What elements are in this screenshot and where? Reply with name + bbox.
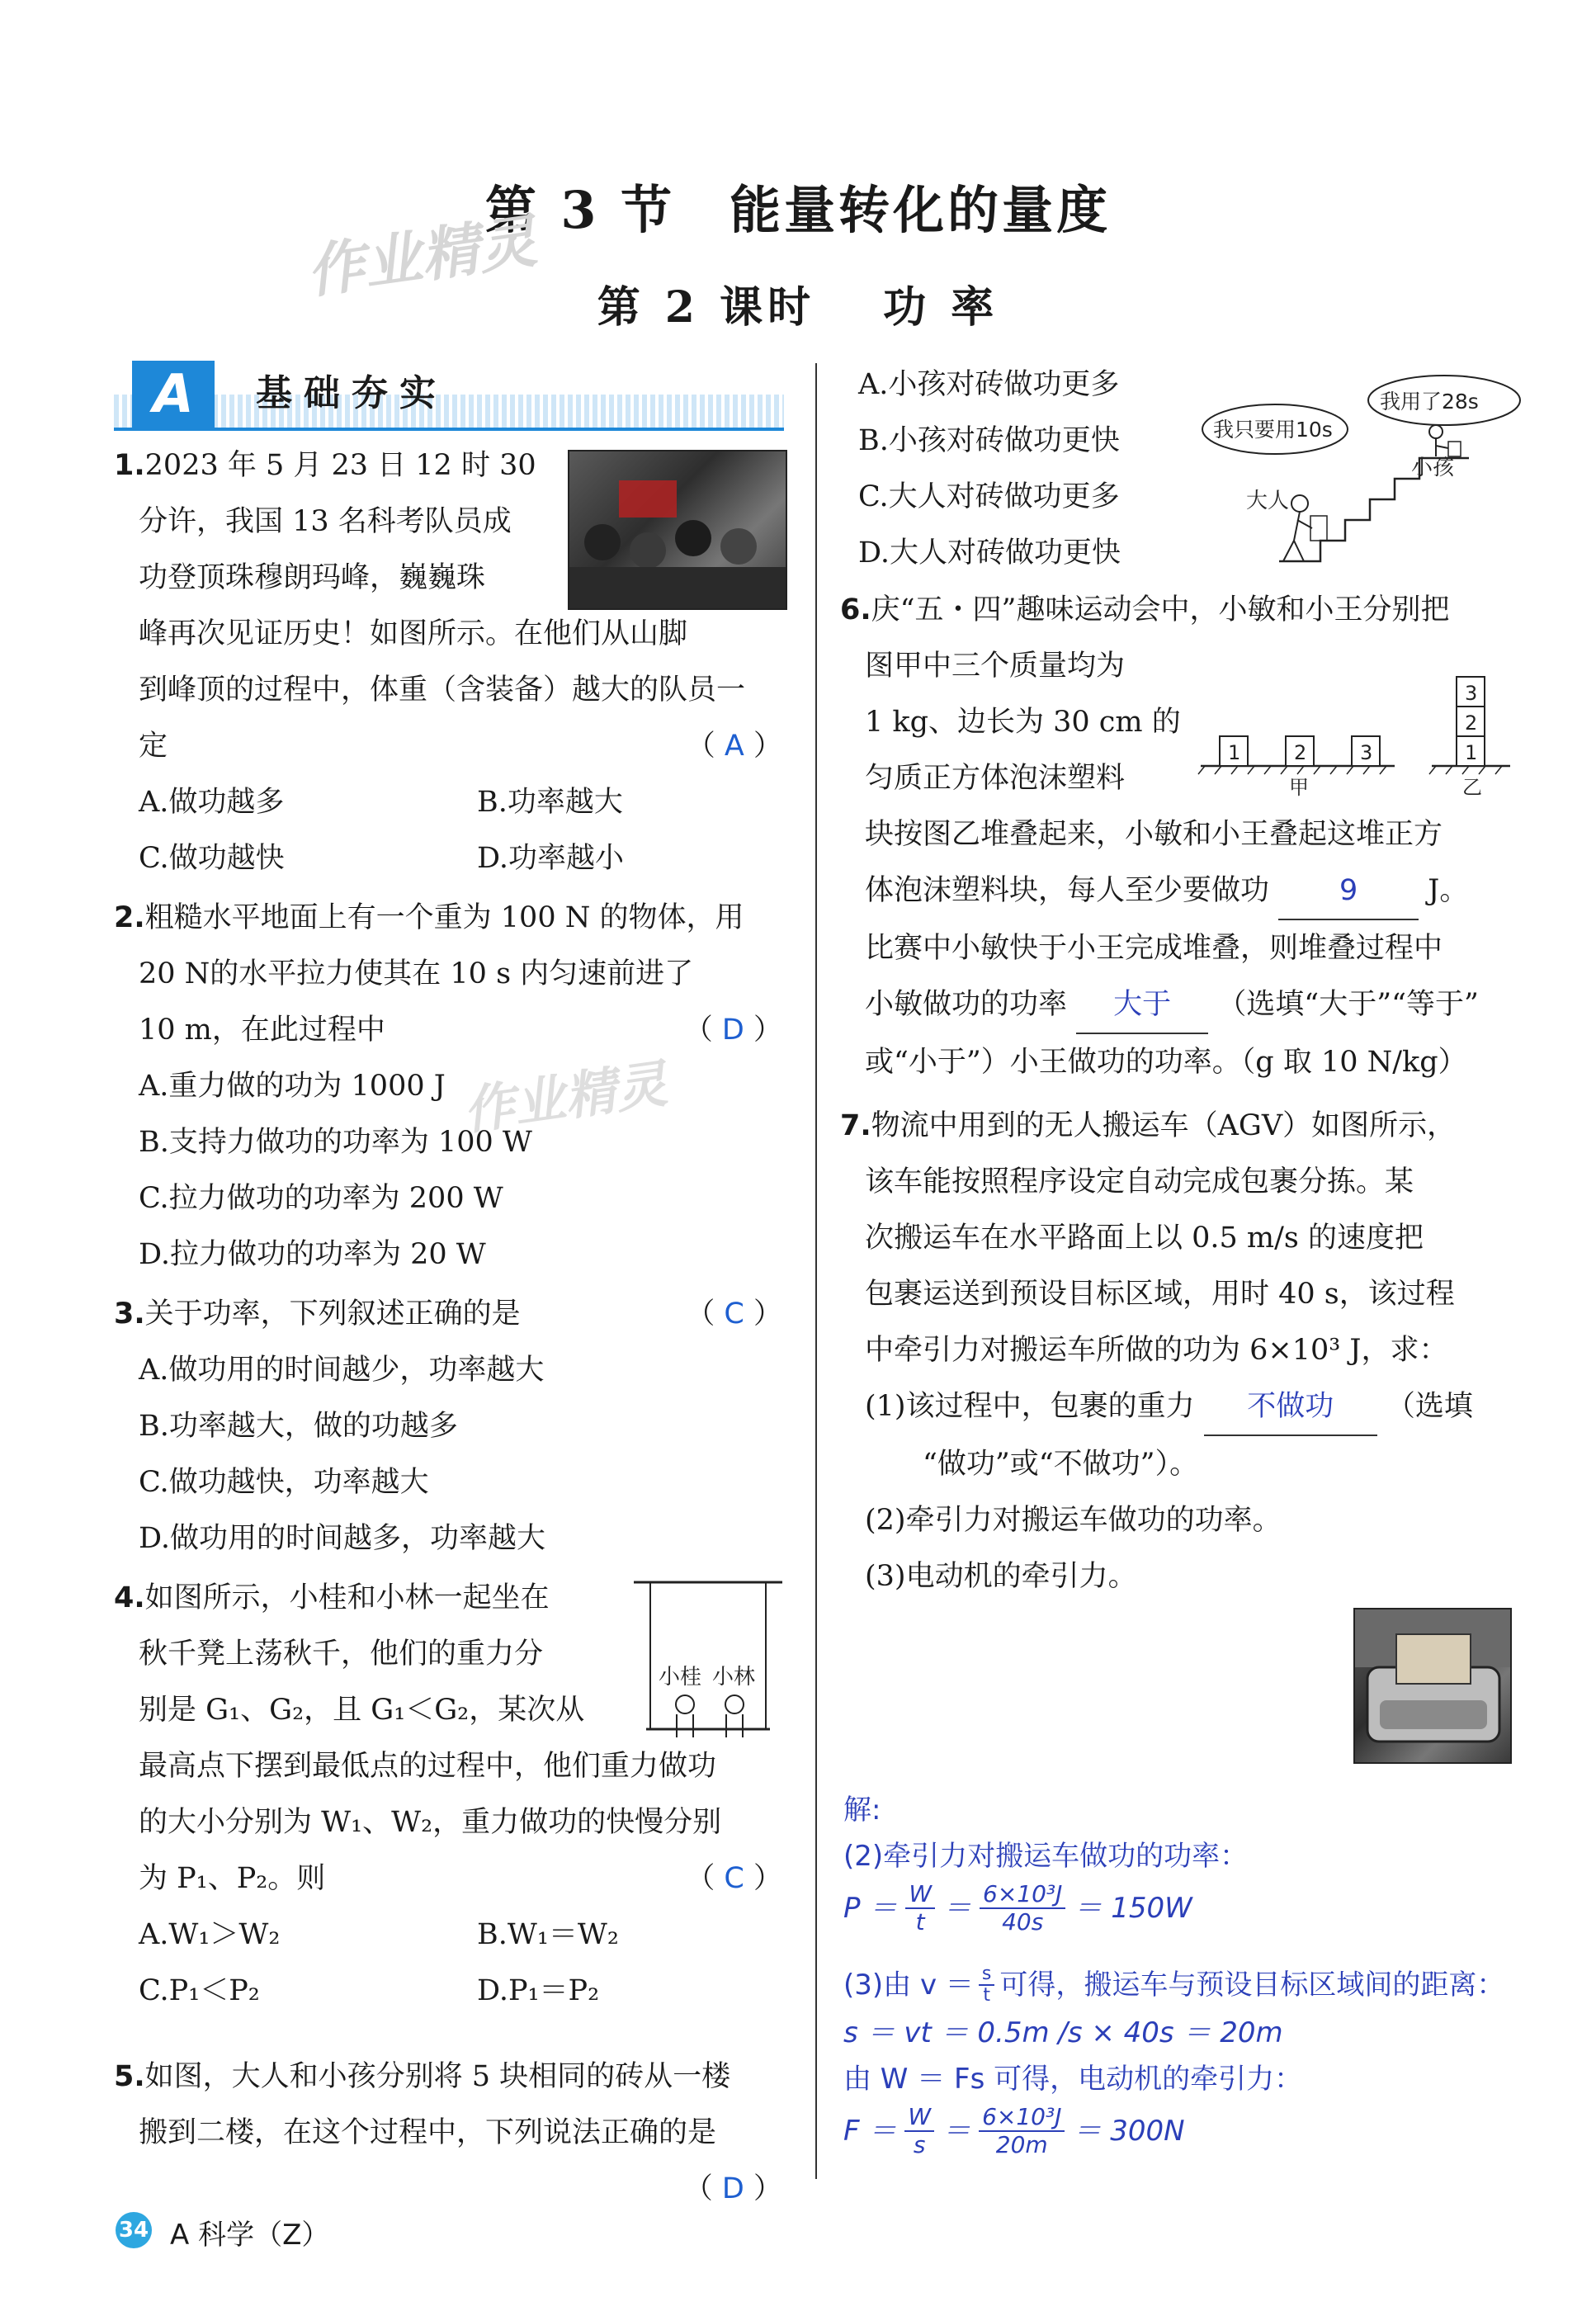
q5-option-d: D.大人对砖做功更快 [858,536,1121,570]
q7-line: 中牵引力对搬运车所做的功为 6×10³ J，求： [865,1334,1448,1367]
q7-number: 7. [840,1109,871,1142]
block-yi-2: 2 [1465,711,1478,735]
q2-line: 粗糙水平地面上有一个重为 100 N 的物体，用 [144,901,744,934]
q2-option-c: C.拉力做功的功率为 200 W [139,1182,503,1215]
solution-p3-line2: s ＝ vt ＝ 0.5m /s × 40s ＝ 20m [843,2016,1283,2049]
q2-option-b: B.支持力做功的功率为 100 W [139,1126,532,1159]
p2-frac-values [980,1881,1065,1936]
block-jia-1: 1 [1228,741,1241,764]
solution-p3-line3: 由 W ＝ Fs 可得，电动机的牵引力： [843,2063,1303,2096]
p2-lhs: P ＝ [843,1892,898,1925]
q4-line: 的大小分别为 W₁、W₂，重力做功的快慢分别 [139,1806,722,1839]
q2-answer: D [721,1014,744,1047]
q5-answer: D [721,2172,744,2205]
q1-option-b: B.功率越大 [477,786,623,819]
p3-frac-s-t [979,1964,994,2006]
p3-title-a: (3)由 v ＝ [843,1969,974,2002]
block-jia-3: 3 [1360,741,1373,764]
frac-bottom: s [913,2131,926,2158]
solution [843,1787,1586,2160]
q6-unit: J。 [1428,874,1469,907]
solution-head: 解: [843,1794,881,1827]
question-2 [114,890,791,1283]
p3-frac-values [979,2104,1065,2158]
q6-blank-power: 大于 [1076,976,1208,1034]
q7-line: 物流中用到的无人搬运车（AGV）如图所示， [871,1109,1457,1142]
frac-bottom: t [915,1908,925,1936]
q2-answer-bracket: （ D ） [683,1014,782,1047]
q6-line: （选填“大于”“等于” [1217,988,1479,1021]
q4-answer-bracket: （ C ） [686,1862,782,1895]
section-title: 第 3 节 能量转化的量度 [484,180,1112,240]
q1-answer-bracket: （ A ） [686,730,782,763]
q7-sub1-line2: “做功”或“不做功”）。 [923,1448,1199,1481]
q4-line: 别是 G₁、G₂，且 G₁＜G₂，某次从 [139,1694,585,1727]
page-number: 34 [116,2212,152,2248]
q1-option-a: A.做功越多 [139,786,285,819]
frac-top: W [905,1881,935,1909]
q6-number: 6. [840,593,871,626]
q6-blank-work: 9 [1278,863,1419,920]
block-yi-3: 3 [1465,682,1478,705]
q1-line: 峰再次见证历史！如图所示。在他们从山脚 [139,617,688,650]
swing-label-xiaogui: 小桂 [659,1665,702,1690]
q4-option-b: B.W₁＝W₂ [477,1918,619,1951]
q7-line: 包裹运送到预设目标区域，用时 40 s，该过程 [865,1278,1455,1311]
q3-answer: C [724,1297,744,1331]
adult-speech: 我只要用10s [1213,418,1333,442]
section-label: 基础夯实 [256,372,447,414]
q6-line: 体泡沫塑料块，每人至少要做功 [865,874,1270,907]
q1-line: 定 [139,730,168,763]
child-speech: 我用了28s [1380,390,1479,414]
q2-line: 20 N的水平拉力使其在 10 s 内匀速前进了 [139,957,694,990]
q5-answer-bracket: （ D ） [683,2172,782,2205]
q6-line: 庆“五・四”趣味运动会中，小敏和小王分别把 [871,593,1450,626]
q6-line: 匀质正方体泡沫塑料 [865,762,1126,795]
q4-line: 如图所示，小桂和小林一起坐在 [144,1581,550,1614]
frac-bottom: 20m [995,2131,1048,2158]
q7-sub3: (3)电动机的牵引力。 [865,1560,1137,1593]
q1-number: 1. [114,449,145,482]
frac-bottom: t [983,1985,990,2006]
solution-p3-title [843,1960,1586,2010]
q7-blank: 不做功 [1204,1378,1377,1436]
q3-option-b: B.功率越大，做的功越多 [139,1410,458,1443]
p3-result: ＝ 300N [1073,2115,1185,2148]
q6-line: 或“小于”）小王做功的功率。（g 取 10 N/kg） [865,1046,1467,1079]
q4-option-d: D.P₁＝P₂ [477,1974,600,2007]
block-jia-2: 2 [1294,741,1307,764]
q3-option-a: A.做功用的时间越少，功率越大 [139,1354,545,1387]
q6-line: 块按图乙堆叠起来，小敏和小王叠起这堆正方 [865,818,1443,851]
q3-line: 关于功率，下列叙述正确的是 [144,1297,521,1331]
q2-option-a: A.重力做的功为 1000 J [139,1070,446,1103]
question-6 [840,582,1566,1090]
adult-label: 大人 [1246,489,1290,513]
q5-options [858,357,1205,581]
solution-p2-formula: P ＝ $\frac{W}{t}$ ＝ $\frac{\text{6×10³J}}{40s}$ ＝ 150W [843,1880,1192,1936]
q5-line: 搬到二楼，在这个过程中，下列说法正确的是 [139,2116,717,2149]
q1-answer: A [724,730,744,763]
q4-answer: C [724,1862,744,1895]
section-badge: A [132,361,215,428]
swing-figure [626,1572,791,1762]
frac-bottom: 40s [1002,1908,1044,1936]
q4-line: 秋千凳上荡秋千，他们的重力分 [139,1638,544,1671]
q1-line: 2023 年 5 月 23 日 12 时 30 [144,449,536,482]
q1-line: 功登顶珠穆朗玛峰，巍巍珠 [139,561,486,594]
p3-frac-w-s [904,2104,934,2158]
swing-label-xiaolin: 小林 [712,1665,756,1690]
watermark-2: 作业精灵 [459,1053,671,1141]
foam-blocks-figure [1197,660,1576,805]
q4-line: 最高点下摆到最低点的过程中，他们重力做功 [139,1750,717,1783]
p2-result: ＝ 150W [1074,1892,1192,1925]
stairs-figure [1197,367,1527,574]
q6-line: 图甲中三个质量均为 [865,650,1126,683]
q6-line: 1 kg、边长为 30 cm 的 [865,706,1181,739]
question-3 [114,1286,791,1567]
q3-option-d: D.做功用的时间越多，功率越大 [139,1522,545,1555]
q4-line: 为 P₁、P₂。则 [139,1862,326,1895]
block-yi-1: 1 [1465,741,1478,764]
child-label: 小孩 [1411,456,1455,480]
q2-option-d: D.拉力做功的功率为 20 W [139,1238,486,1271]
q2-number: 2. [114,901,145,934]
q1-line: 到峰顶的过程中，体重（含装备）越大的队员一 [139,674,746,707]
frac-top: 6×10³J [980,1881,1065,1909]
q7-line: 该车能按照程序设定自动完成包裹分拣。某 [865,1165,1414,1198]
q5-option-c: C.大人对砖做功更多 [858,480,1120,513]
label-yi: 乙 [1462,776,1482,799]
p3-lhs: F ＝ [843,2115,897,2148]
frac-top: 6×10³J [979,2104,1065,2132]
book-label: A 科学（Z） [170,2219,330,2252]
frac-top: W [904,2104,934,2132]
column-divider [815,363,817,2179]
q7-sub2: (2)牵引力对搬运车做功的功率。 [865,1504,1282,1537]
q7-sub1: (1)该过程中，包裹的重力 [865,1390,1195,1423]
question-7 [840,1098,1566,1605]
q3-number: 3. [114,1297,145,1331]
q5-option-a: A.小孩对砖做功更多 [858,368,1120,401]
q6-line: 小敏做功的功率 [865,988,1068,1021]
q3-answer-bracket: （ C ） [686,1297,782,1331]
q1-option-c: C.做功越快 [139,842,285,875]
watermark: 作业精灵 [302,206,541,307]
q1-option-d: D.功率越小 [477,842,624,875]
question-5 [114,2049,791,2217]
p3-title-b: 可得，搬运车与预设目标区域间的距离： [999,1969,1505,2002]
q5-line: 如图，大人和小孩分别将 5 块相同的砖从一楼 [144,2060,731,2093]
solution-p2-title: (2)牵引力对搬运车做功的功率： [843,1840,1249,1873]
p2-frac-w-t [905,1881,935,1936]
q4-number: 4. [114,1581,145,1614]
frac-top: s [979,1964,994,1986]
everest-team-photo [568,450,787,610]
q2-line: 10 m，在此过程中 [139,1014,385,1047]
agv-photo [1353,1608,1512,1764]
q1-line: 分许，我国 13 名科考队员成 [139,505,512,538]
q5-option-b: B.小孩对砖做功更快 [858,424,1120,457]
q7-sub1-tail: （选填 [1386,1390,1473,1423]
q5-number: 5. [114,2060,145,2093]
q7-line: 次搬运车在水平路面上以 0.5 m/s 的速度把 [865,1222,1424,1255]
lesson-title: 第 2 课时 功 率 [597,282,999,333]
q4-option-a: A.W₁＞W₂ [139,1918,281,1951]
solution-p3-formula: F ＝ $\frac{W}{s}$ ＝ $\frac{\text{6×10³J}}{20m}$ ＝ 300N [843,2103,1185,2158]
q4-option-c: C.P₁＜P₂ [139,1974,260,2007]
q3-option-c: C.做功越快，功率越大 [139,1466,429,1499]
label-jia: 甲 [1289,776,1309,799]
q6-line: 比赛中小敏快于小王完成堆叠，则堆叠过程中 [865,932,1443,965]
